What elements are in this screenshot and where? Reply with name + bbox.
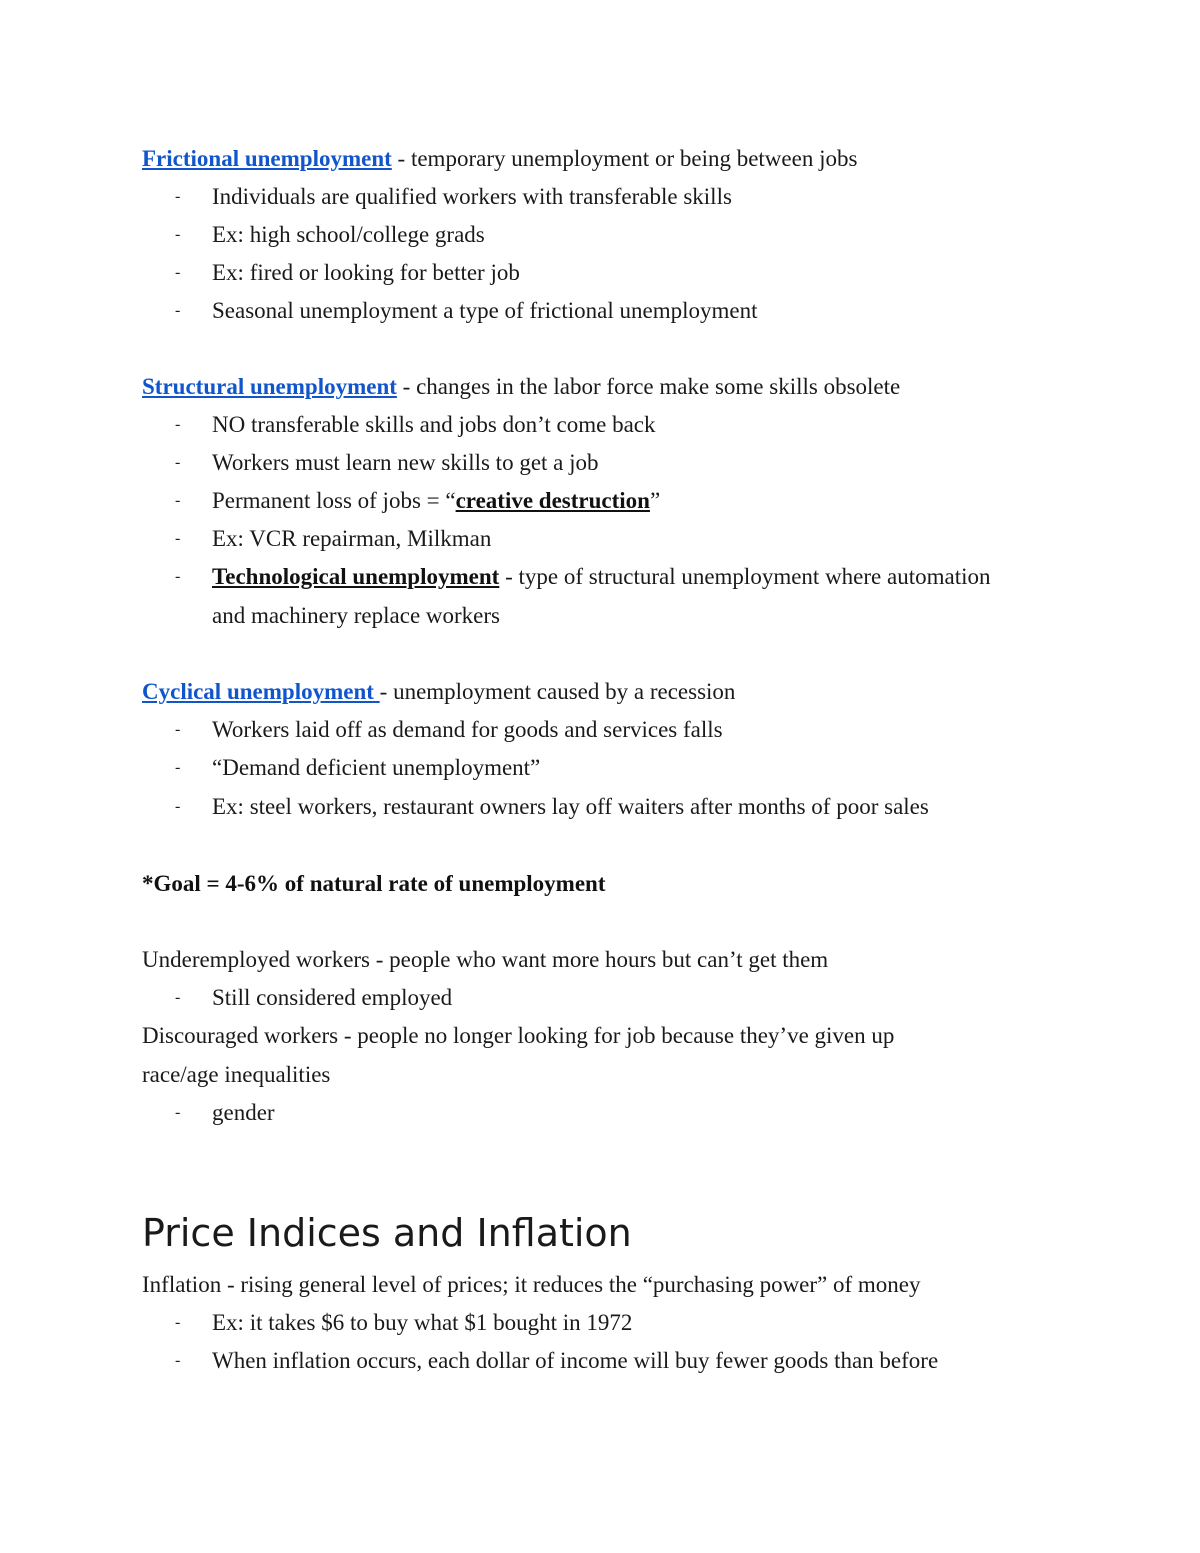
list-item-text: ” — [649, 488, 661, 513]
frictional-unemployment-link[interactable]: Frictional unemployment — [142, 146, 392, 171]
list-item — [175, 753, 541, 783]
cyclical-definition: - unemployment caused by a recession — [379, 679, 736, 704]
list-item — [175, 296, 758, 326]
goal-statement: *Goal = 4-6% of natural rate of unemployment — [142, 871, 606, 896]
list-item — [175, 448, 599, 478]
list-item-text: gender — [212, 1100, 275, 1125]
inflation-paragraph: Inflation - rising general level of prices; it reduces the “purchasing power” of money — [142, 1272, 921, 1297]
cyclical-unemployment-link[interactable]: Cyclical unemployment — [142, 679, 380, 704]
list-item — [175, 182, 732, 212]
list-item-text: Individuals are qualified workers with transferable skills — [212, 184, 732, 209]
list-item — [175, 524, 492, 554]
list-item — [175, 1308, 633, 1338]
list-item-text: Seasonal unemployment a type of frictional unemployment — [212, 298, 758, 323]
bullet-dash: - — [175, 302, 181, 319]
discouraged-paragraph: Discouraged workers - people no longer looking for job because they’ve given up — [142, 1023, 895, 1048]
list-item-text: Still considered employed — [212, 985, 453, 1010]
bullet-dash: - — [175, 798, 181, 815]
underemployed-paragraph: Underemployed workers - people who want more hours but can’t get them — [142, 947, 829, 972]
list-item — [175, 792, 929, 822]
bullet-dash: - — [175, 188, 181, 205]
list-item-text: NO transferable skills and jobs don’t come back — [212, 412, 656, 437]
list-item-continuation — [212, 601, 500, 631]
list-item-text: Ex: high school/college grads — [212, 222, 485, 247]
bullet-dash: - — [175, 416, 181, 433]
bullet-dash: - — [175, 1352, 181, 1369]
bullet-dash: - — [175, 1104, 181, 1121]
bullet-dash: - — [175, 989, 181, 1006]
list-item-text: Permanent loss of jobs = “ — [212, 488, 456, 513]
bullet-dash: - — [175, 226, 181, 243]
list-item-text: Ex: VCR repairman, Milkman — [212, 526, 492, 551]
list-item-text: Workers laid off as demand for goods and services falls — [212, 717, 723, 742]
list-item — [175, 562, 991, 592]
list-item — [175, 983, 453, 1013]
list-item-text: and machinery replace workers — [212, 603, 500, 628]
list-item-text: Ex: steel workers, restaurant owners lay off waiters after months of poor sales — [212, 794, 929, 819]
list-item — [175, 410, 656, 440]
list-item — [175, 715, 723, 745]
list-item-text: Ex: it takes $6 to buy what $1 bought in 1972 — [212, 1310, 633, 1335]
bullet-dash: - — [175, 264, 181, 281]
list-item — [175, 486, 661, 516]
list-item — [175, 220, 485, 250]
bullet-dash: - — [175, 568, 181, 585]
bullet-dash: - — [175, 759, 181, 776]
structural-definition: - changes in the labor force make some skills obsolete — [396, 374, 901, 399]
list-item-text: When inflation occurs, each dollar of income will buy fewer goods than before — [212, 1348, 939, 1373]
list-item — [175, 1346, 939, 1376]
list-item-text: “Demand deficient unemployment” — [212, 755, 541, 780]
creative-destruction-term: creative destruction — [455, 488, 650, 513]
list-item-text: Ex: fired or looking for better job — [212, 260, 520, 285]
frictional-paragraph — [142, 144, 857, 174]
bullet-dash: - — [175, 530, 181, 547]
list-item-text: - type of structural unemployment where automation — [499, 564, 991, 589]
list-item — [175, 258, 520, 288]
bullet-dash: - — [175, 721, 181, 738]
list-item — [175, 1098, 275, 1128]
inequalities-paragraph: race/age inequalities — [142, 1062, 331, 1087]
cyclical-paragraph — [142, 677, 735, 707]
bullet-dash: - — [175, 454, 181, 471]
bullet-dash: - — [175, 492, 181, 509]
structural-unemployment-link[interactable]: Structural unemployment — [142, 374, 397, 399]
technological-unemployment-term: Technological unemployment — [212, 564, 500, 589]
bullet-dash: - — [175, 1314, 181, 1331]
structural-paragraph — [142, 372, 900, 402]
section-heading: Price Indices and Inflation — [142, 1211, 632, 1255]
frictional-definition: - temporary unemployment or being between jobs — [391, 146, 858, 171]
list-item-text: Workers must learn new skills to get a job — [212, 450, 599, 475]
